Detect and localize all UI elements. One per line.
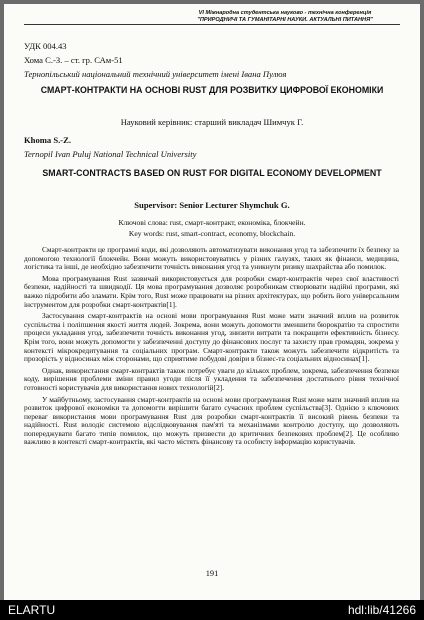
author-en: Khoma S.-Z.	[24, 135, 72, 145]
supervisor-en: Supervisor: Senior Lecturer Shymchuk G.	[134, 200, 290, 210]
footer-left-label: ELARTU	[8, 603, 56, 617]
paragraph-5: У майбутньому, застосування смарт-контрактів на основі мови програмування Rust може мати значний вплив на розвиток цифрової економіки та допомогти вирішити багато сучасних проблем суспільства[3]. Однією з ключових переваг використання мови програмування Rust для розробки смарт-контрактів її високий рівень безпеки та надійності. Rust володіє системою відслідковування пам'яті та механізмами контролю доступу, що дозволяють попереджувати багато типів помилок, що можуть призвести до критичних безпекових проблем[2]. Це особливо важливо в контексті смарт-контрактів, які часто містять фінансову та особисту інформацію користувачів.	[24, 394, 399, 447]
keywords-ua: Ключові слова: rust, смарт-контракт, економіка, блокчейн.	[118, 218, 306, 227]
affiliation-en: Ternopil Ivan Puluj National Technical University	[24, 149, 197, 159]
footer-handle-link[interactable]: hdl:lib/41266	[347, 603, 416, 617]
title-en: SMART-CONTRACTS BASED ON RUST FOR DIGITAL ECONOMY DEVELOPMENT	[42, 168, 382, 178]
paragraph-2: Мова програмування Rust зазвичай використовується для розробки смарт-контрактів через свої властивості безпеки, надійності та швидкодії. Ця мова програмування дозволяє розробникам створювати надійні програми, які важко підробити або зламати. Крім того, Rust може працювати на різних архітектурах, що робить його універсальним інструментом для розробки смарт-контрактів[1].	[24, 273, 399, 309]
article-body	[24, 246, 399, 447]
paragraph-4: Однак, використання смарт-контрактів також потребує уваги до кількох проблем, зокрема, забезпечення безпеки коду, вирішення проблеми зміни правил угоди після її укладення та забезпечення достатнього рівня технічної готовності користувачів для використання нових технологій[2].	[24, 365, 399, 392]
affiliation-ua: Тернопільський національний технічний університет імені Івана Пулюя	[24, 69, 287, 79]
repository-footer	[0, 600, 424, 620]
supervisor-ua: Науковий керівник: старший викладач Шимчук Г.	[120, 117, 304, 127]
conference-header	[170, 10, 400, 23]
conference-line-1: VI Міжнародна студентська науково - технічна конференція	[198, 10, 372, 16]
document-page	[4, 4, 420, 600]
header-rule	[24, 24, 400, 25]
page-number: 191	[205, 569, 219, 578]
paragraph-1: Смарт-контракти це програмні коди, які дозволяють автоматизувати виконання угод та забезпечити їх безпеку за допомогою технології блокчейн. Вони можуть використовуватись у різних галузях, таких як фінанси, медицина, логістика та інші, де необхідно забезпечити точність виконання угод та уникнути ризику шахрайства або помилок.	[24, 245, 399, 272]
keywords-en: Key words: rust, smart-contract, economy, blockchain.	[128, 229, 296, 238]
paragraph-3: Застосування смарт-контрактів на основі мови програмування Rust може мати значний вплив на розвиток суспільства і поліпшення якості життя людей. Зокрема, вони можуть допомогти зменшити бюрократію та спростити процеси укладання угод, забезпечити точність виконання угод, знизити витрати та покращити ефективність бізнесу. Крім того, вони можуть допомогти у забезпеченні доступу до фінансових послуг та захисту прав громадян, зокрема у контексті мікрокредитування та соціальних програм. Смарт-контракти також можуть забезпечити відкритість та прозорість у відносинах між сторонами, що сприятиме побудові довіри в бізнес-та соціальних відносинах[1].	[24, 311, 399, 364]
udc-code: УДК 004.43	[24, 41, 67, 51]
conference-line-2: "ПРИРОДНИЧІ ТА ГУМАНІТАРНІ НАУКИ. АКТУАЛЬНІ ПИТАННЯ"	[197, 16, 373, 23]
title-ua: СМАРТ-КОНТРАКТИ НА ОСНОВІ RUST ДЛЯ РОЗВИТКУ ЦИФРОВОЇ ЕКОНОМІКИ	[40, 85, 384, 95]
author-ua: Хома С.-З. – ст. гр. САм-51	[24, 55, 123, 65]
